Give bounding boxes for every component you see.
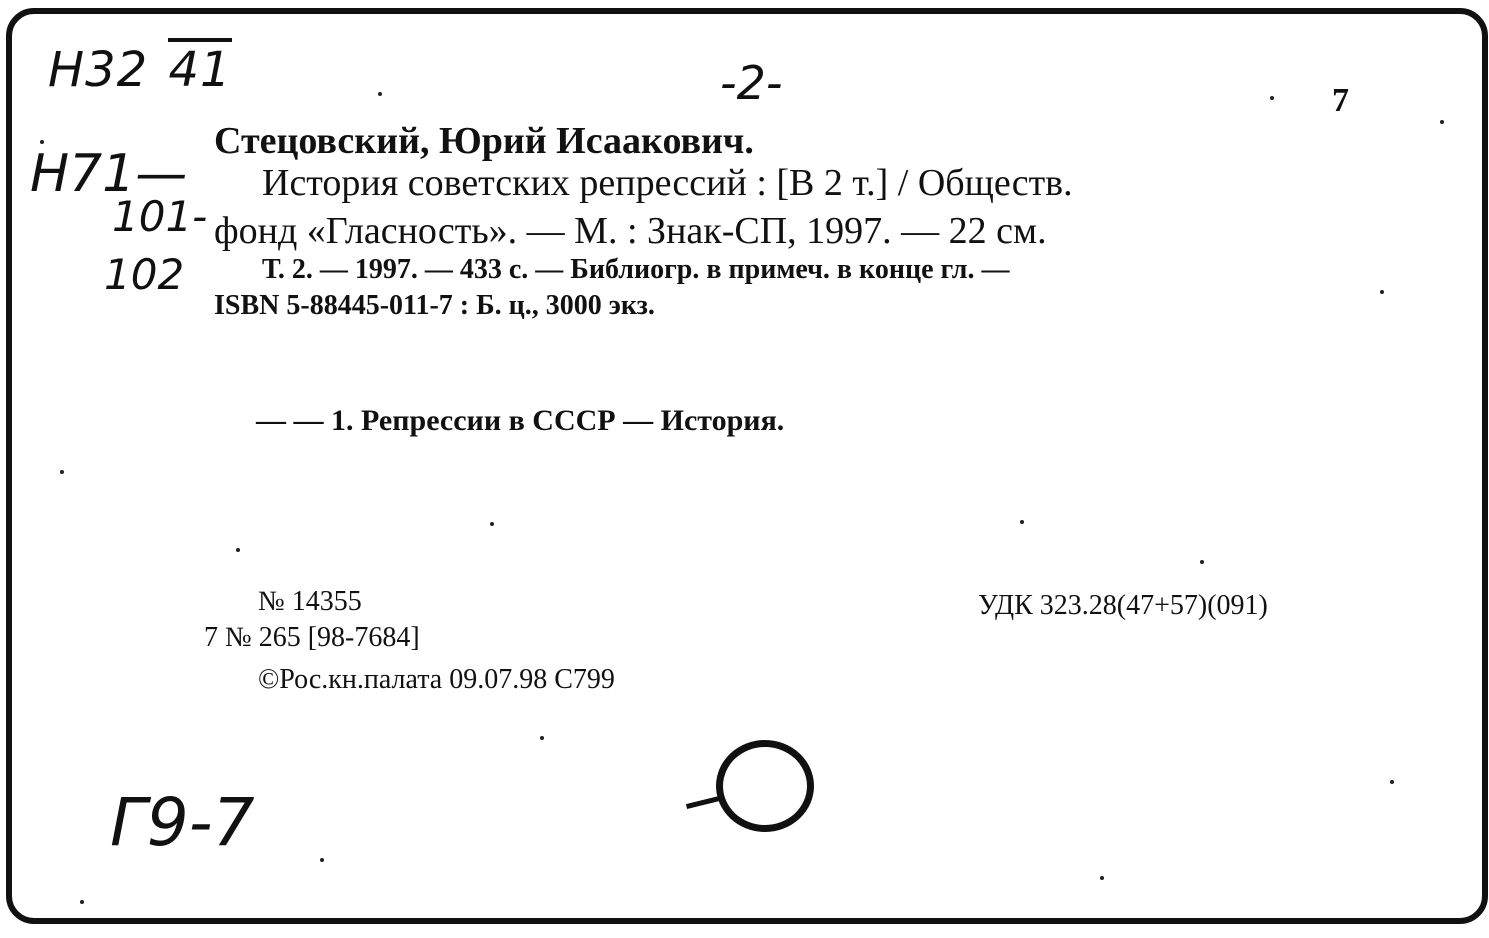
- handwritten-shelf-mark-3: 101-: [112, 192, 208, 241]
- title-line-1: История советских репрессий : [В 2 т.] / Обществ.: [262, 162, 1073, 204]
- speck: [1100, 876, 1104, 880]
- subject-heading: — — 1. Репрессии в СССР — История.: [256, 404, 785, 437]
- speck: [80, 900, 84, 904]
- shelf-mark-code: Н32: [48, 42, 149, 98]
- speck: [1270, 96, 1274, 100]
- title-line-2: фонд «Гласность». — М. : Знак-СП, 1997. — 22 см.: [214, 210, 1047, 252]
- udk-code: УДК 323.28(47+57)(091): [978, 590, 1268, 621]
- speck: [1440, 120, 1444, 124]
- order-number: 7 № 265 [98-7684]: [204, 622, 420, 653]
- speck: [1390, 780, 1394, 784]
- author-heading: Стецовский, Юрий Исаакович.: [214, 120, 754, 162]
- speck: [378, 92, 382, 96]
- handwritten-shelf-mark-4: 102: [104, 250, 185, 299]
- speck: [1020, 520, 1024, 524]
- copyright-line: ©Рос.кн.палата 09.07.98 С799: [258, 664, 615, 695]
- speck: [236, 548, 240, 552]
- description-line-2: ISBN 5-88445-011-7 : Б. ц., 3000 экз.: [214, 290, 655, 321]
- speck: [320, 858, 324, 862]
- circle-stamp: [716, 740, 814, 832]
- record-number: № 14355: [258, 586, 362, 617]
- corner-number: 7: [1332, 82, 1349, 119]
- speck: [1200, 560, 1204, 564]
- shelf-mark-number: 41: [168, 38, 231, 98]
- handwritten-page-mark: -2-: [720, 56, 783, 110]
- handwritten-shelf-mark: [48, 42, 232, 98]
- handwritten-bottom-mark: Г9-7: [110, 784, 255, 861]
- speck: [540, 736, 544, 740]
- speck: [1380, 290, 1384, 294]
- speck: [490, 522, 494, 526]
- handwritten-shelf-mark-2: Н71—: [30, 144, 188, 204]
- description-line-1: Т. 2. — 1997. — 433 с. — Библиогр. в примеч. в конце гл. —: [262, 254, 1010, 285]
- speck: [40, 140, 44, 144]
- speck: [60, 470, 64, 474]
